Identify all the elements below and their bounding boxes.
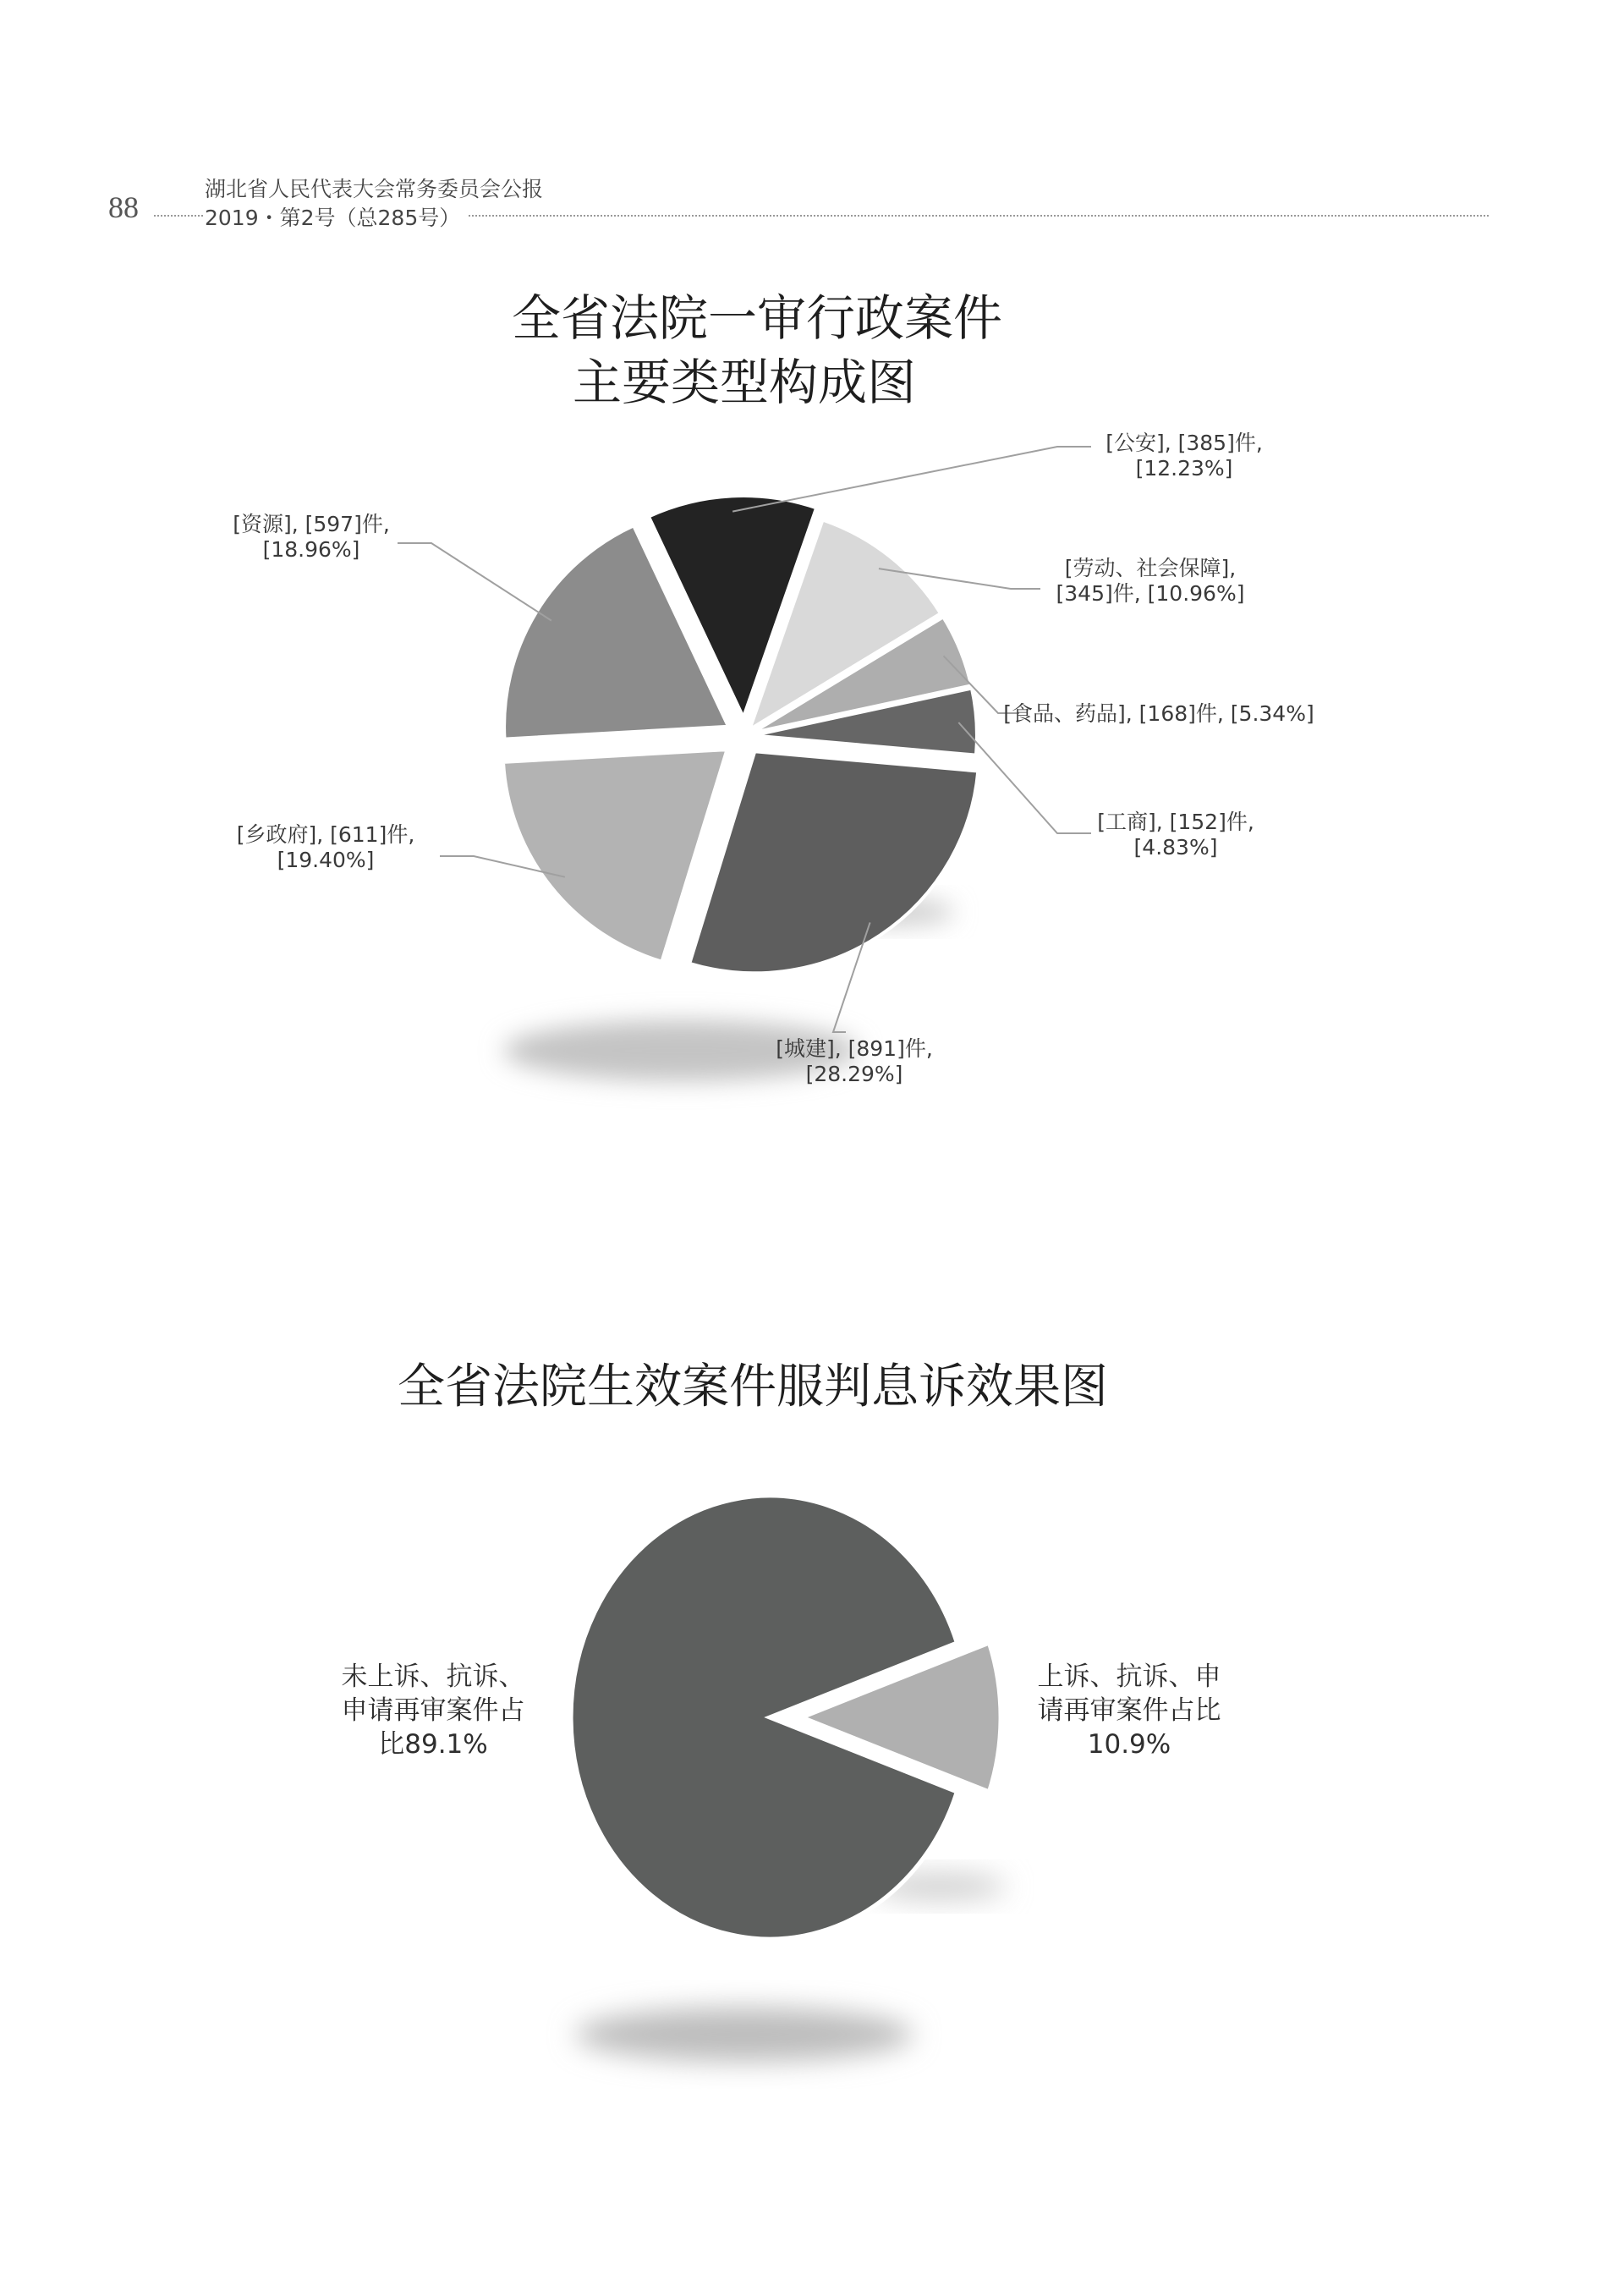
data-label-6-line1: [乡政府], [611]件, (236, 822, 415, 847)
data-label-5-line2: [28.29%] (805, 1062, 903, 1086)
case-type-pie-chart (0, 423, 1624, 1151)
data-label-2-line3: 比89.1% (378, 1729, 488, 1760)
data-label-2-line2: 申请再审案件占 (341, 1695, 525, 1726)
data-label-1-line2: [12.23%] (1135, 456, 1233, 481)
data-label-6-line2: [19.40%] (277, 848, 375, 872)
data-label-2-line1: [劳动、社会保障], (1064, 556, 1237, 580)
pie-slice-6 (503, 750, 727, 962)
data-label-1-line3: 10.9% (1087, 1729, 1171, 1760)
data-label-1-line2: 请再审案件占比 (1037, 1695, 1221, 1726)
page-number: 88 (108, 190, 139, 224)
data-label-7-line2: [18.96%] (262, 537, 360, 562)
pie-slice-5 (689, 751, 978, 973)
data-label-2-line1: 未上诉、抗诉、 (341, 1662, 525, 1692)
data-label-1-line1: [公安], [385]件, (1106, 431, 1263, 455)
chart1-title-line1: 全省法院一审行政案件 (511, 289, 1002, 347)
leader-line-7 (398, 543, 551, 621)
data-label-1-line1: 上诉、抗诉、申 (1037, 1662, 1221, 1692)
chart2-title: 全省法院生效案件服判息诉效果图 (398, 1359, 1108, 1414)
data-label-7-line1: [资源], [597]件, (233, 512, 390, 536)
data-label-4-line1: [工商], [152]件, (1097, 810, 1254, 834)
issue-number: 2019・第2号（总285号） (205, 201, 467, 232)
pie-shadow (575, 2008, 914, 2062)
data-label-4-line2: [4.83%] (1133, 835, 1218, 860)
data-label-2-line2: [345]件, [10.96%] (1056, 581, 1245, 606)
data-label-5-line1: [城建], [891]件, (776, 1036, 933, 1061)
chart1-title-line2: 主要类型构成图 (572, 354, 916, 411)
chart1-title (0, 286, 1624, 415)
journal-title: 湖北省人民代表大会常务委员会公报 (205, 177, 544, 201)
data-label-3-line1: [食品、药品], [168]件, [5.34%] (1003, 701, 1314, 726)
effect-pie-chart (0, 1438, 1624, 2132)
